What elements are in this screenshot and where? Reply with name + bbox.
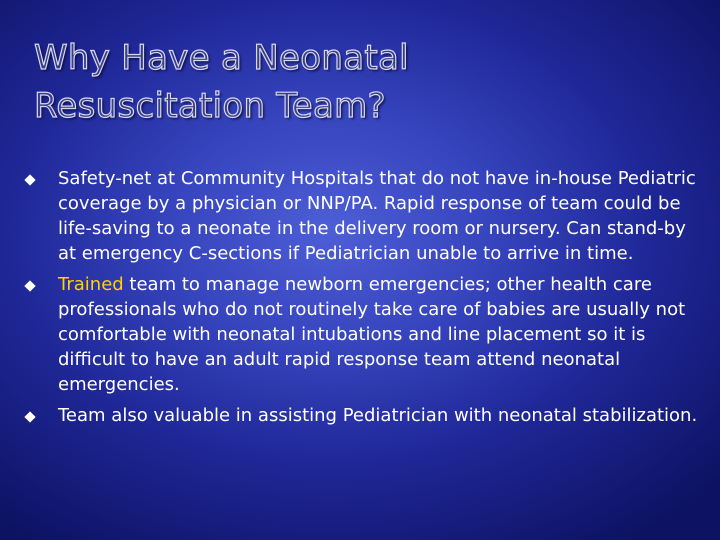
- diamond-bullet-icon: [24, 174, 35, 185]
- slide-title-line-1: Why Have a Neonatal: [34, 38, 409, 78]
- bullet-item: [22, 272, 702, 397]
- bullet-item: [22, 166, 702, 266]
- diamond-bullet-icon: [24, 280, 35, 291]
- bullet-text: Safety-net at Community Hospitals that do not have in-house Pediatric coverage by a physician or NNP/PA. Rapid response of team could be life-saving to a neonate in the delivery room or nursery. Can stand-by at emergency C-sections if Pediatrician unable to arrive in time.: [58, 168, 696, 264]
- slide-title-line-2: Resuscitation Team?: [34, 86, 386, 126]
- bullet-emphasis: Trained: [58, 274, 124, 295]
- bullet-list: [22, 166, 702, 434]
- bullet-text: Team also valuable in assisting Pediatrician with neonatal stabilization.: [58, 405, 698, 426]
- slide-title: [34, 34, 694, 130]
- bullet-item: [22, 403, 702, 428]
- bullet-text: team to manage newborn emergencies; other health care professionals who do not routinely take care of babies are usually not comfortable with neonatal intubations and line placement so it is difficult to have an adult rapid response team attend neonatal emergencies.: [58, 274, 686, 395]
- diamond-bullet-icon: [24, 411, 35, 422]
